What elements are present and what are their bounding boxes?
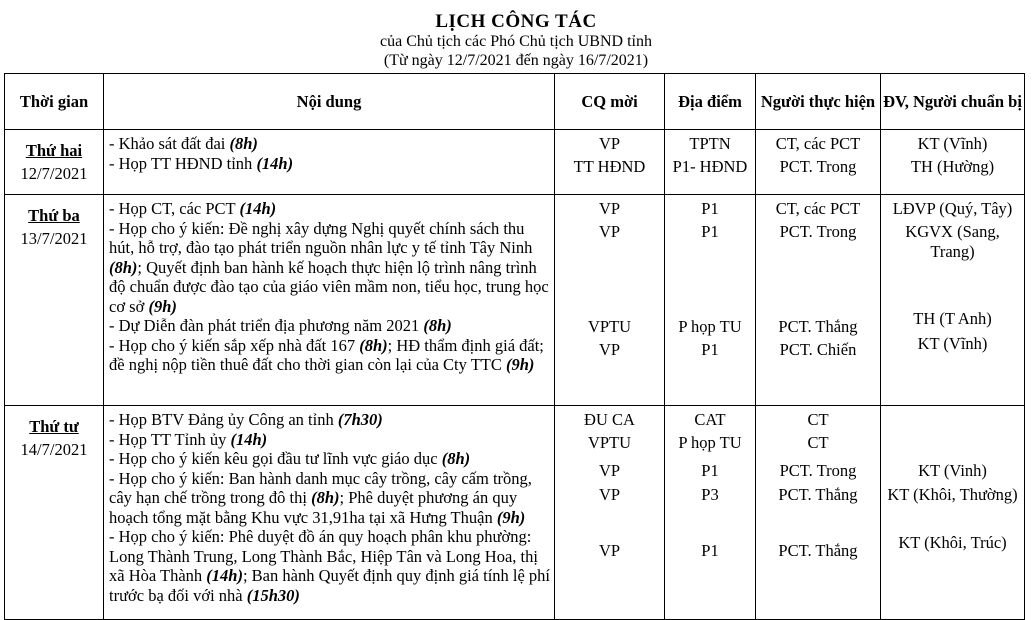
prep-value: KGVX (Sang, Trang) [905, 222, 1000, 261]
table-row [5, 130, 1025, 195]
place-value: TPTN [689, 134, 731, 153]
date-range: (Từ ngày 12/7/2021 đến ngày 16/7/2021) [383, 52, 649, 69]
prep-value: KT (Vinh) [918, 461, 987, 480]
item-time: (8h) [229, 134, 258, 153]
cq-value: VP [598, 199, 621, 218]
item-time: (14h) [256, 153, 294, 173]
list-item [104, 336, 554, 375]
item-text: - Họp cho ý kiến kêu gọi đầu tư lĩnh vực giáo dục [109, 449, 442, 468]
place-value: P3 [701, 485, 719, 504]
place-value: P họp TU [678, 317, 742, 336]
prep-value: TH (Hường) [910, 157, 995, 176]
content-cell [104, 130, 555, 195]
place-value: P1 [701, 222, 719, 241]
day-date: 12/7/2021 [20, 164, 88, 183]
schedule-table [4, 73, 1025, 620]
person-value: PCT. Trong [779, 157, 857, 176]
cq-cell [555, 406, 665, 620]
col-header-prep: ĐV, Người chuẩn bị [881, 74, 1025, 130]
item-text: ; HĐ thẩm định giá đất; đề nghị nộp tiền thuê đất cho thời gian còn lại của Cty TTC [109, 335, 544, 374]
prep-value: LĐVP (Quý, Tây) [892, 199, 1013, 218]
place-value: P1- HĐND [672, 157, 748, 176]
list-item [104, 410, 554, 430]
place-value: P1 [701, 199, 719, 218]
item-time: (8h) [359, 335, 388, 355]
item-text: ; Ban hành Quyết định quy định giá tính lệ phí trước bạ đối với nhà [109, 566, 551, 605]
item-time: (9h) [506, 355, 535, 374]
list-item [104, 430, 554, 450]
place-cell [665, 406, 756, 620]
document-subtitle: của Chủ tịch các Phó Chủ tịch UBND tỉnh [380, 33, 652, 50]
place-value: P1 [701, 541, 719, 560]
day-name: Thứ tư [29, 417, 79, 436]
table-row [5, 195, 1025, 406]
person-value: PCT. Thắng [778, 317, 858, 336]
cq-value: VP [598, 485, 621, 504]
person-value: PCT. Trong [779, 461, 857, 480]
day-date: 14/7/2021 [20, 440, 88, 459]
list-item [104, 154, 554, 174]
content-cell [104, 406, 555, 620]
list-item [104, 527, 554, 605]
person-cell [756, 130, 881, 195]
cq-value: VPTU [587, 317, 632, 336]
day-name: Thứ ba [28, 206, 80, 225]
cq-value: VP [598, 340, 621, 359]
item-text: - Họp TT HĐND tỉnh [109, 153, 257, 173]
place-value: P1 [701, 461, 719, 480]
table-row [5, 406, 1025, 620]
item-time: (8h) [109, 257, 138, 277]
cq-value: ĐU CA [584, 410, 635, 429]
day-cell [5, 406, 104, 620]
place-value: CAT [694, 410, 726, 429]
person-value: CT [807, 433, 829, 452]
prep-value: KT (Khôi, Thường) [887, 485, 1018, 504]
item-time: (8h) [311, 488, 340, 507]
place-cell [665, 130, 756, 195]
item-text: - Khảo sát đất đai [109, 134, 230, 153]
col-header-time: Thời gian [5, 74, 104, 130]
person-value: PCT. Thắng [778, 485, 858, 504]
item-time: (9h) [496, 507, 526, 527]
day-cell [5, 130, 104, 195]
person-value: CT [807, 410, 829, 429]
person-value: PCT. Chiến [779, 340, 857, 359]
cq-value: VP [598, 222, 621, 241]
cq-value: VPTU [587, 433, 632, 452]
item-time: (14h) [230, 429, 268, 449]
prep-value: KT (Khôi, Trúc) [898, 533, 1007, 552]
col-header-person: Người thực hiện [756, 74, 881, 130]
item-text: - Họp TT Tỉnh ủy [109, 429, 231, 449]
day-cell [5, 195, 104, 406]
person-cell [756, 406, 881, 620]
cq-cell [555, 130, 665, 195]
prep-cell [881, 195, 1025, 406]
item-text: - Dự Diễn đàn phát triển địa phương năm 2021 [109, 316, 424, 335]
item-text: - Họp cho ý kiến: Phê duyệt đồ án quy hoạch phân khu phường: Long Thành Trung, Long Thành Bắc, Hiệp Tân và Long Hoa, thị xã Hòa Thành [109, 527, 538, 585]
cq-cell [555, 195, 665, 406]
item-text: ; Phê duyệt phương án quy hoạch tổng mặt bằng Khu vực 31,91ha tại xã Hưng Thuận [109, 488, 518, 527]
item-text: - Họp CT, các PCT [109, 199, 240, 218]
prep-cell [881, 406, 1025, 620]
list-item [104, 316, 554, 336]
item-time: (14h) [239, 199, 277, 218]
day-date: 13/7/2021 [20, 229, 88, 248]
document-title: LỊCH CÔNG TÁC [435, 11, 597, 32]
prep-cell [881, 130, 1025, 195]
item-time: (7h30) [337, 410, 383, 429]
list-item [104, 199, 554, 219]
content-cell [104, 195, 555, 406]
table-header-row [5, 74, 1025, 130]
col-header-place: Địa điểm [665, 74, 756, 130]
item-time: (8h) [423, 316, 452, 335]
person-value: PCT. Trong [779, 222, 857, 241]
prep-value: KT (Vĩnh) [917, 334, 988, 353]
item-text: - Họp cho ý kiến: Ban hành danh mục cây trồng, cây cấm trồng, cây hạn chế trồng trong đô thị [109, 468, 532, 507]
col-header-cq: CQ mời [555, 74, 665, 130]
cq-value: VP [598, 541, 621, 560]
item-text: - Họp cho ý kiến: Đề nghị xây dựng Nghị quyết chính sách thu hút, hỗ trợ, đào tạo phát triển nguồn nhân lực y tế tỉnh Tây Ninh [109, 218, 533, 257]
place-cell [665, 195, 756, 406]
list-item [104, 134, 554, 154]
person-value: CT, các PCT [775, 199, 861, 218]
cq-value: TT HĐND [573, 157, 646, 176]
person-value: CT, các PCT [775, 134, 861, 153]
item-text: ; Quyết định ban hành kế hoạch thực hiện lộ trình nâng trình độ chuẩn được đào tạo của giáo viên mầm non, tiểu học, trung học cơ sở [109, 257, 549, 316]
person-value: PCT. Thắng [778, 541, 858, 560]
cq-value: VP [598, 461, 621, 480]
person-cell [756, 195, 881, 406]
item-time: (9h) [148, 296, 177, 316]
list-item [104, 469, 554, 528]
place-value: P họp TU [678, 433, 742, 452]
place-value: P1 [701, 340, 719, 359]
item-time: (15h30) [246, 585, 300, 605]
item-time: (14h) [206, 566, 243, 585]
list-item [104, 449, 554, 469]
list-item [104, 219, 554, 317]
day-name: Thứ hai [25, 141, 83, 160]
cq-value: VP [598, 134, 621, 153]
prep-value: TH (T Anh) [913, 309, 992, 328]
item-text: - Họp cho ý kiến sắp xếp nhà đất 167 [109, 335, 360, 355]
item-text: - Họp BTV Đảng ủy Công an tỉnh [109, 410, 338, 429]
item-time: (8h) [441, 449, 471, 468]
col-header-content: Nội dung [104, 74, 555, 130]
prep-value: KT (Vĩnh) [917, 134, 988, 153]
